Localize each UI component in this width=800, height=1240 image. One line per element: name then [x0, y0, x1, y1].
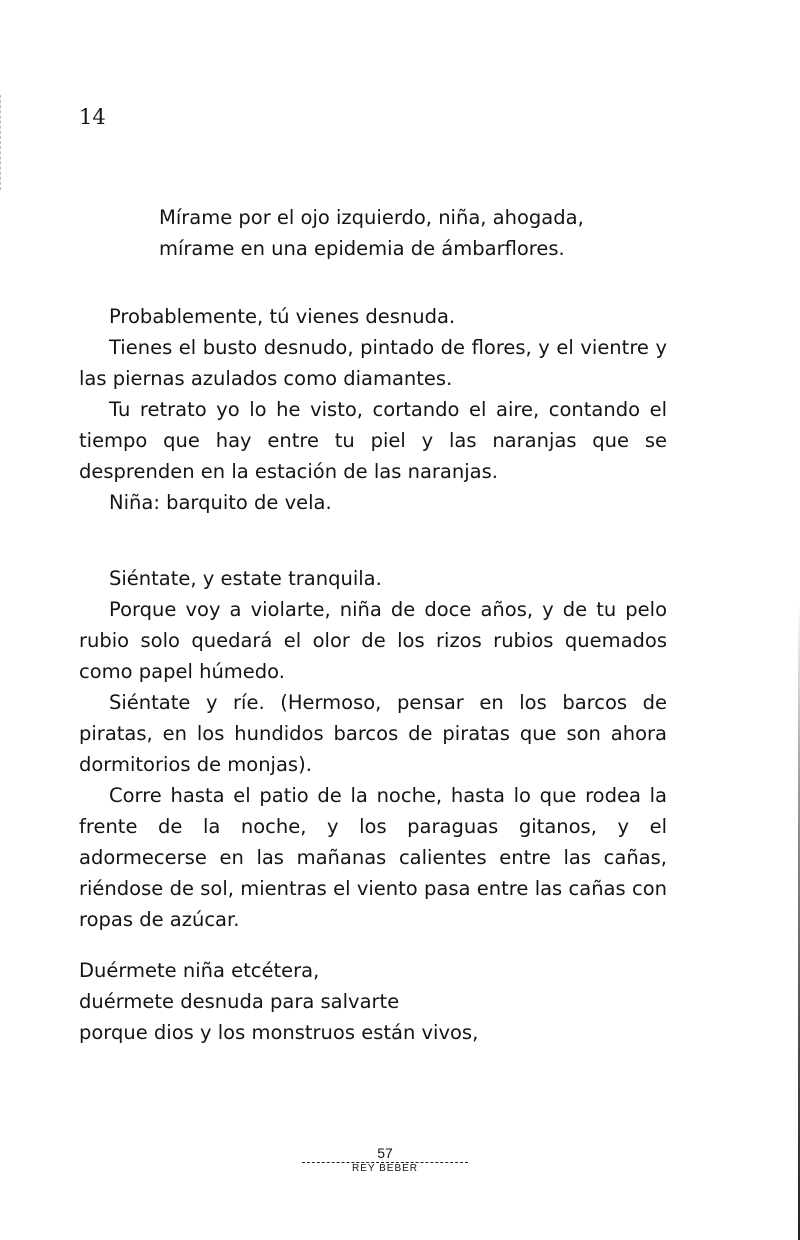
- paragraph: Probablemente, tú vienes desnuda.: [109, 305, 456, 328]
- verse-line: porque dios y los monstruos están vivos,: [79, 1021, 479, 1044]
- paragraph: Tu retrato yo lo he visto, cortando el aire, contando el tiempo que hay entre tu piel y las naranjas que se desprenden en la estación de las naranjas.: [79, 398, 667, 483]
- paragraph: Siéntate y ríe. (Hermoso, pensar en los barcos de piratas, en los hundidos barcos de piratas que son ahora dormitorios de monjas).: [79, 691, 667, 776]
- prose-section: [79, 563, 667, 935]
- page-number: 14: [79, 105, 106, 129]
- paragraph: Tienes el busto desnudo, pintado de flores, y el vientre y las piernas azulados como diamantes.: [79, 336, 667, 390]
- epigraph-line: Mírame por el ojo izquierdo, niña, ahogada,: [159, 206, 584, 229]
- epigraph-line: mírame en una epidemia de ámbarflores.: [159, 237, 565, 260]
- binding-edge-left: [0, 95, 2, 190]
- verse: [79, 955, 679, 1048]
- footer-page-number: 57: [377, 1145, 393, 1161]
- verse-line: Duérmete niña etcétera,: [79, 959, 320, 982]
- verse-line: duérmete desnuda para salvarte: [79, 990, 400, 1013]
- prose-section: [79, 301, 667, 518]
- epigraph: [159, 202, 739, 264]
- paragraph: Niña: barquito de vela.: [109, 491, 332, 514]
- paragraph: Siéntate, y estate tranquila.: [109, 567, 382, 590]
- footer-credit: REY BEBER: [351, 1163, 419, 1174]
- paragraph: Porque voy a violarte, niña de doce años, y de tu pelo rubio solo quedará el olor de los rizos rubios quemados como papel húmedo.: [79, 598, 667, 683]
- footer: [300, 1145, 470, 1175]
- paragraph: Corre hasta el patio de la noche, hasta lo que rodea la frente de la noche, y los paraguas gitanos, y el adormecerse en las mañanas calientes entre las cañas, riéndose de sol, mientras el viento pasa entre las cañas con ropas de azúcar.: [79, 784, 667, 931]
